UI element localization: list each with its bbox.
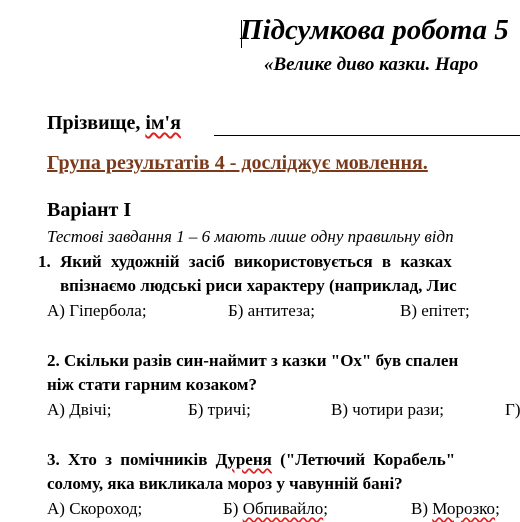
surname-label: Прізвище, — [47, 112, 146, 134]
question-3-line2: солому, яка викликала мороз у чавунній бані? — [47, 474, 403, 493]
name-label: ім'я — [145, 112, 181, 134]
q3-option-b-sep: ; — [323, 499, 328, 518]
q3-option-c-sep: ; — [495, 499, 500, 518]
question-1-line1: Який художній засіб використовується в казках — [60, 252, 452, 271]
q3-option-c-letter: В) — [411, 499, 433, 518]
q2-option-a: А) Двічі; — [47, 400, 112, 419]
q3-text-c: ("Летючий Корабель" — [271, 450, 456, 469]
student-name-label — [47, 112, 181, 135]
question-2-line1: 2. Скільки разів син-наймит з казки "Ох" був спален — [47, 351, 459, 370]
q3-option-a: А) Скороход; — [47, 499, 143, 518]
q2-option-b: Б) тричі; — [188, 400, 251, 419]
q3-text-name: Дуреня — [215, 450, 272, 469]
question-3-line1 — [47, 450, 455, 470]
document-title: Підсумкова робота 5 — [240, 14, 509, 46]
q3-text-a: 3. Хто з помічників — [47, 450, 216, 469]
question-1-line2: впізнаємо людські риси характеру (наприклад, Лис — [60, 276, 457, 295]
name-input-line[interactable] — [214, 135, 520, 136]
q1-option-b: Б) антитеза; — [228, 301, 316, 320]
question-1-number: 1. — [38, 252, 51, 271]
test-instruction: Тестові завдання 1 – 6 мають лише одну правильну відп — [47, 227, 454, 246]
question-2-line2: ніж стати гарним козаком? — [47, 375, 257, 394]
q2-option-d: Г) — [505, 400, 520, 419]
results-group-heading — [47, 152, 428, 175]
variant-heading: Варіант І — [47, 199, 132, 221]
q3-option-c — [411, 499, 500, 519]
document-subtitle: «Велике диво казки. Наро — [264, 54, 479, 75]
q1-option-a: А) Гіпербола; — [47, 301, 147, 320]
q3-option-b — [223, 499, 328, 519]
q3-option-c-word: Морозко — [432, 499, 496, 518]
q3-option-b-word: Обпивайло — [242, 499, 324, 518]
group-description: - досліджує мовлення. — [224, 152, 428, 174]
q2-option-c: В) чотири рази; — [331, 400, 445, 419]
q3-option-b-letter: Б) — [223, 499, 243, 518]
group-label: Група результатів 4 — [47, 152, 225, 174]
q1-option-c: В) епітет; — [400, 301, 470, 320]
